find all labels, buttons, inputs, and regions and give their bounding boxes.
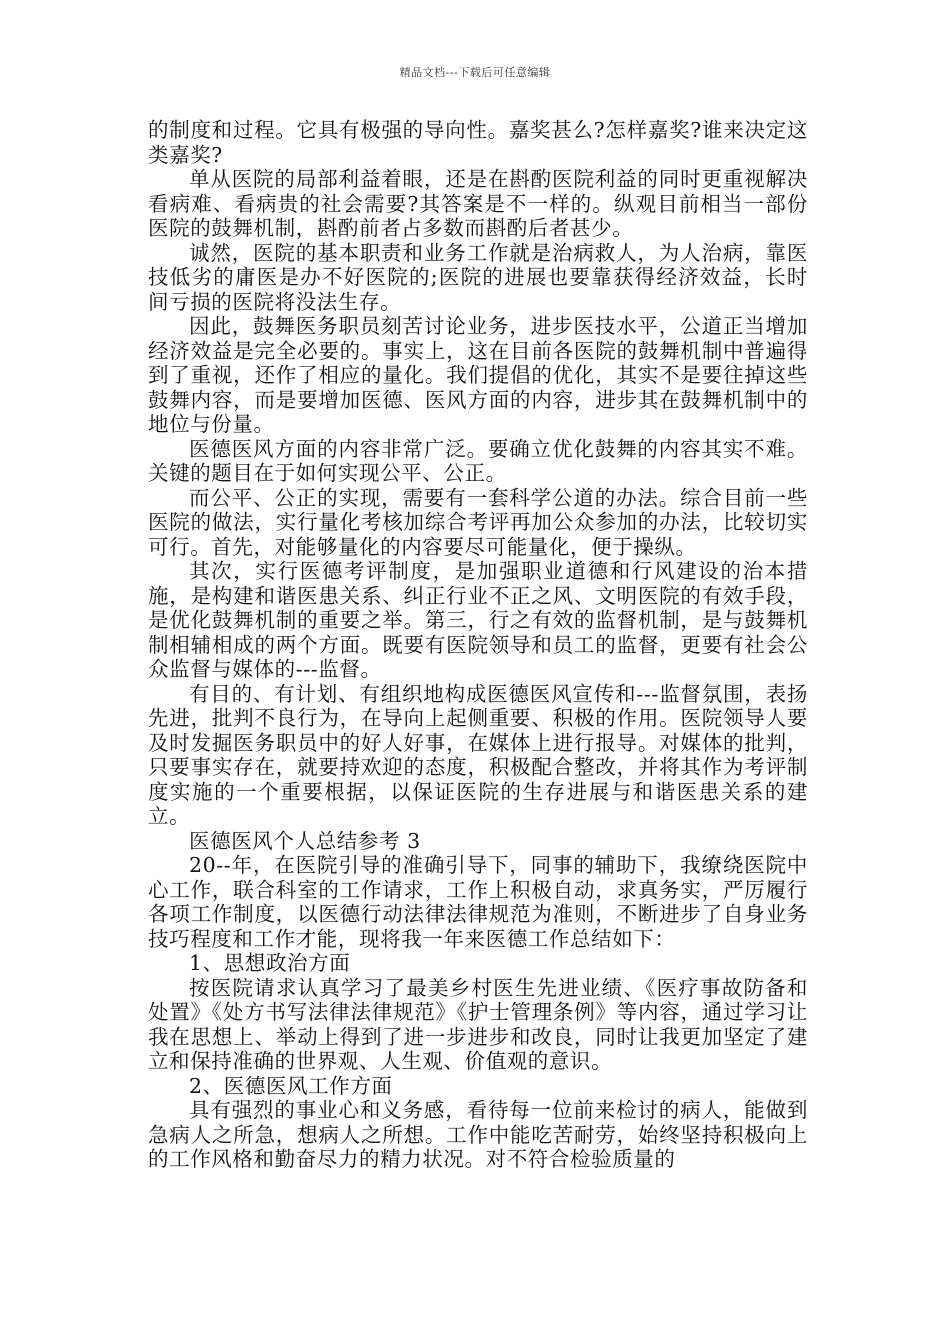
- paragraph-7: 其次，实行医德考评制度，是加强职业道德和行风建设的治本措施，是构建和谐医患关系、纠正行业不正之风、文明医院的有效手段，是优化鼓舞机制的重要之举。第三，行之有效的监督机制，是与鼓舞机制相辅相成的两个方面。既要有医院领导和员工的监督，更要有社会公众监督与媒体的---监督。: [148, 559, 808, 681]
- subheading-2: 2、医德医风工作方面: [189, 1073, 393, 1098]
- section-title: 医德医风个人总结参考 3: [189, 828, 421, 853]
- paragraph-2: 单从医院的局部利益着眼，还是在斟酌医院利益的同时更重视解决看病难、看病贵的社会需要?其答案是不一样的。纵观目前相当一部份医院的鼓舞机制，斟酌前者占多数而斟酌后者甚少。: [148, 167, 808, 240]
- paragraph-8: 有目的、有计划、有组织地构成医德医风宣传和---监督氛围，表扬先进，批判不良行为，在导向上起侧重要、积极的作用。医院领导人要及时发掘医务职员中的好人好事，在媒体上进行报导。对媒体的批判，只要事实存在，就要持欢迎的态度，积极配合整改，并将其作为考评制度实施的一个重要根据，以保证医院的生存进展与和谐医患关系的建立。: [148, 681, 808, 828]
- paragraph-6: 而公平、公正的实现，需要有一套科学公道的办法。综合目前一些医院的做法，实行量化考核加综合考评再加公众参加的办法，比较切实可行。首先，对能够量化的内容要尽可能量化，便于操纵。: [148, 485, 808, 559]
- paragraph-9: 20--年，在医院引导的准确引导下，同事的辅助下，我缭绕医院中心工作，联合科室的工作请求，工作上积极自动，求真务实，严厉履行各项工作制度，以医德行动法律法律规范为准则，不断进步了自身业务技巧程度和工作才能，现将我一年来医德工作总结如下：: [148, 853, 808, 951]
- paragraph-5: 医德医风方面的内容非常广泛。要确立优化鼓舞的内容其实不难。关键的题目在于如何实现公平、公正。: [148, 436, 808, 485]
- paragraph-4: 因此，鼓舞医务职员刻苦讨论业务，进步医技水平，公道正当增加经济效益是完全必要的。事实上，这在目前各医院的鼓舞机制中普遍得到了重视，还作了相应的量化。我们提倡的优化，其实不是要往掉这些鼓舞内容，而是要增加医德、医风方面的内容，进步其在鼓舞机制中的地位与份量。: [148, 314, 808, 436]
- subheading-1: 1、思想政治方面: [189, 951, 351, 975]
- paragraph-11: 具有强烈的事业心和义务感，看待每一位前来检讨的病人，能做到急病人之所急，想病人之所想。工作中能吃苦耐劳，始终坚持积极向上的工作风格和勤奋尽力的精力状况。对不符合检验质量的: [148, 1098, 808, 1171]
- paragraph-10: 按医院请求认真学习了最美乡村医生先进业绩、《医疗事故防备和处置》《处方书写法律法律规范》《护士管理条例》等内容，通过学习让我在思想上、举动上得到了进一步进步和改良，同时让我更加坚定了建立和保持准确的世界观、人生观、价值观的意识。: [148, 975, 808, 1073]
- paragraph-3: 诚然，医院的基本职责和业务工作就是治病救人，为人治病，靠医技低劣的庸医是办不好医院的;医院的进展也要靠获得经济效益，长时间亏损的医院将没法生存。: [148, 240, 808, 314]
- document-body: [148, 118, 808, 1172]
- page-header: 精品文档---下载后可任意编辑: [399, 66, 551, 79]
- paragraph-1: 的制度和过程。它具有极强的导向性。嘉奖甚么?怎样嘉奖?谁来决定这类嘉奖?: [148, 118, 808, 167]
